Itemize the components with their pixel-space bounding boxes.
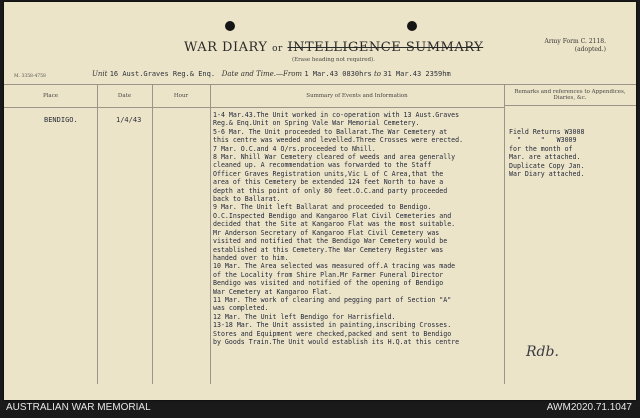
summary-text [213, 111, 503, 346]
column-header-remarks: Remarks and references to Appendices, Diaries, &c. [504, 84, 636, 106]
summary-line: Reg.& Enq.Unit on Spring Vale War Memorial Cemetery. [213, 119, 420, 128]
date-to: 31 Mar.43 2359hm [383, 70, 451, 78]
summary-line: Officer Graves Registration units,Vic L of C Area,that the [213, 169, 444, 178]
summary-line: 10 Mar. The Area selected was measured off.A tracing was made [213, 262, 456, 271]
summary-line: was completed. [213, 304, 269, 313]
footer-accession-number: AWM2020.71.1047 [546, 402, 632, 413]
summary-line: Mr Anderson Secretary of Kangaroo Flat Civil Cemetery was [213, 228, 440, 237]
page-subtitle: (Erase heading not required). [292, 57, 375, 63]
punch-hole [225, 21, 235, 31]
remarks-line: for the month of [509, 144, 573, 153]
unit-value: 16 Aust.Graves Reg.& Enq. [109, 70, 216, 78]
summary-line: by Goods Train.The Unit would establish its H.Q.at this centre [213, 337, 460, 346]
summary-line: 8 Mar. Nhill War Cemetery cleared of weeds and area generally [213, 153, 456, 162]
remarks-line: Duplicate Copy Jan. [509, 161, 585, 170]
summary-line: visited and notified that the Bendigo War Cemetery would be [213, 237, 448, 246]
remarks-line: Field Returns W3008 [509, 128, 585, 136]
summary-line: War Cemetery at Kangaroo Flat. [213, 287, 333, 296]
summary-line: 11 Mar. The work of clearing and pegging part of Section "A" [213, 295, 452, 304]
summary-line: 12 Mar. The Unit left Bendigo for Harrisfield. [213, 312, 396, 321]
column-header-date: Date [97, 84, 152, 108]
summary-line: of the Locality from Shire Plan.Mr Farmer Funeral Director [213, 270, 444, 279]
summary-line: back to Ballarat. [213, 195, 281, 204]
punch-hole [407, 21, 417, 31]
signature: Rdb. [526, 344, 559, 360]
remarks-line: War Diary attached. [509, 170, 585, 179]
summary-line: decided that the Site at Kangaroo Flat was the most suitable. [213, 220, 456, 229]
column-divider [97, 84, 98, 384]
summary-line: handed over to him. [213, 253, 289, 262]
summary-line: Bendigo was visited and notified of the opening of Bendigo [213, 279, 444, 288]
remarks-text [509, 128, 633, 178]
form-number: Army Form C. 2118. (adopted.) [544, 38, 606, 53]
unit-line: Unit 16 Aust.Graves Reg.& Enq. Date and Time.—From 1 Mar.43 0830hrs to 31 Mar.43 2359hm [92, 70, 451, 78]
summary-line: established at this Cemetery.The War Cemetery Register was [213, 245, 444, 254]
summary-line: this centre was weeded and levelled.Three Crosses were erected. [213, 136, 464, 145]
summary-line: Stores and Equipment were checked,packed and sent to Bendigo [213, 329, 452, 338]
summary-line: 13-18 Mar. The Unit assisted in painting,inscribing Crosses. [213, 321, 452, 330]
entry-place: BENDIGO. [44, 116, 78, 124]
footer-credit: AUSTRALIAN WAR MEMORIAL [6, 402, 151, 413]
summary-line: cleaned up. A recommendation was forwarded to the Staff [213, 161, 432, 170]
column-divider [210, 84, 211, 384]
column-divider [504, 84, 505, 384]
summary-line: 7 Mar. O.C.and 4 O/rs.proceeded to Nhill. [213, 144, 376, 153]
print-code: M. 3358-4758 [14, 74, 46, 79]
remarks-line: Mar. are attached. [509, 153, 581, 162]
entry-date: 1/4/43 [116, 116, 142, 124]
summary-line: O.C.Inspected Bendigo and Kangaroo Flat Civil Cemeteries and [213, 211, 452, 220]
column-header-summary: Summary of Events and Information [210, 84, 504, 108]
summary-line: 9 Mar. The Unit left Ballarat and proceeded to Bendigo. [213, 203, 432, 212]
diary-page [4, 2, 636, 400]
column-header-place: Place [4, 84, 97, 108]
column-header-hour: Hour [152, 84, 210, 108]
summary-line: 1-4 Mar.43.The Unit worked in co-operation with 13 Aust.Graves [213, 111, 460, 119]
column-divider [152, 84, 153, 384]
remarks-line: " " W3009 [509, 136, 577, 145]
summary-line: 5-6 Mar. The Unit proceeded to Ballarat.The War Cemetery at [213, 127, 448, 136]
date-from: 1 Mar.43 0830hrs [304, 70, 372, 78]
summary-line: area of this Cemetery be extended 124 feet North to have a [213, 178, 444, 187]
summary-line: depth at this point of only 80 feet.O.C.and party proceeded [213, 186, 448, 195]
page-title: WAR DIARY or INTELLIGENCE SUMMARY [184, 40, 484, 55]
